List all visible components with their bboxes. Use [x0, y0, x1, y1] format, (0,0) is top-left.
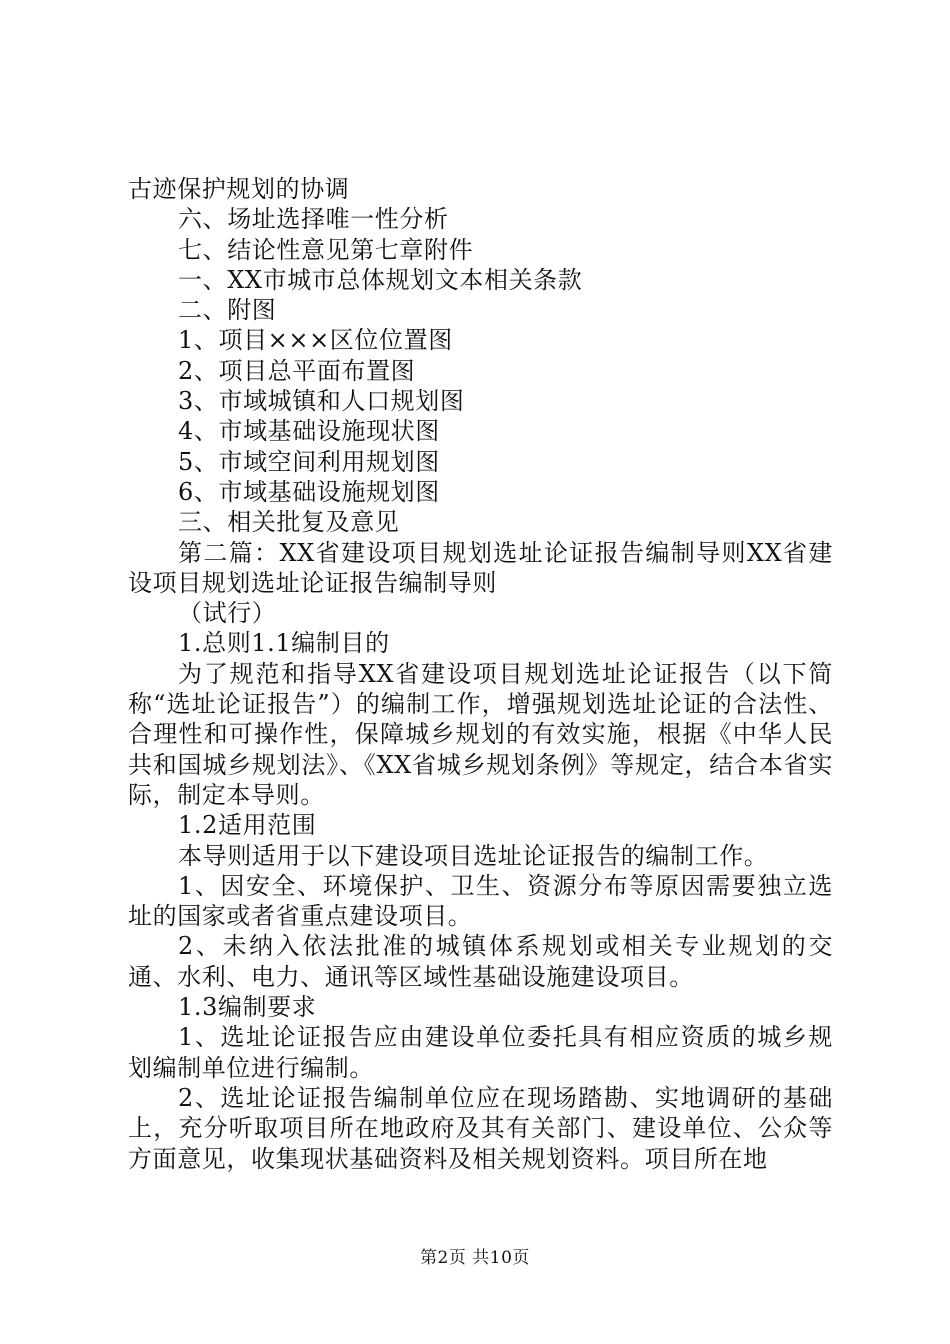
paragraph-figure-5: 5、市域空间利用规划图: [178, 447, 440, 476]
paragraph-figure-3: 3、市域城镇和人口规划图: [178, 387, 465, 416]
paragraph-figure-1: 1、项目×××区位位置图: [178, 326, 453, 355]
paragraph-scope-1: 1、因安全、环境保护、卫生、资源分布等原因需要独立选址的国家或者省重点建设项目。: [128, 871, 833, 931]
paragraph-appendix-3: 三、相关批复及意见: [178, 508, 400, 537]
page-footer: [0, 1243, 950, 1268]
paragraph-purpose: 为了规范和指导XX省建设项目规划选址论证报告（以下简称“选址论证报告”）的编制工作，增强规划选址论证的合法性、合理性和可操作性，保障城乡规划的有效实施，根据《中华人民共和国城乡规划法》、《XX省城乡规划条例》等规定，结合本省实际，制定本导则。: [128, 659, 833, 809]
page-number-label: 第2页 共10页: [420, 1248, 530, 1268]
paragraph-scope-intro: 本导则适用于以下建设项目选址论证报告的编制工作。: [178, 841, 769, 870]
paragraph-continuation: 古迹保护规划的协调: [128, 175, 350, 203]
paragraph-trial-note: （试行）: [178, 599, 277, 628]
paragraph-section-title: 第二篇：XX省建设项目规划选址论证报告编制导则XX省建设项目规划选址论证报告编制导则: [128, 538, 833, 597]
paragraph-item-6: 六、场址选择唯一性分析: [178, 205, 449, 234]
heading-requirements-1-3: 1.3编制要求: [178, 993, 317, 1022]
paragraph-requirement-2: 2、选址论证报告编制单位应在现场踏勘、实地调研的基础上，充分听取项目所在地政府及其有关部门、建设单位、公众等方面意见，收集现状基础资料及相关规划资料。项目所在地: [128, 1083, 833, 1173]
paragraph-item-7: 七、结论性意见第七章附件: [178, 235, 474, 264]
paragraph-figure-4: 4、市域基础设施现状图: [178, 417, 440, 446]
paragraph-requirement-1: 1、选址论证报告应由建设单位委托具有相应资质的城乡规划编制单位进行编制。: [128, 1023, 833, 1082]
paragraph-appendix-1: 一、XX市城市总体规划文本相关条款: [178, 265, 583, 294]
heading-scope-1-2: 1.2适用范围: [178, 811, 317, 840]
document-body: [128, 174, 833, 1174]
heading-general-1-1: 1.总则1.1编制目的: [178, 629, 390, 658]
paragraph-figure-6: 6、市域基础设施规划图: [178, 477, 440, 506]
paragraph-figure-2: 2、项目总平面布置图: [178, 356, 416, 385]
paragraph-scope-2: 2、未纳入依法批准的城镇体系规划或相关专业规划的交通、水利、电力、通讯等区域性基础设施建设项目。: [128, 932, 833, 991]
paragraph-appendix-2: 二、附图: [178, 296, 277, 325]
